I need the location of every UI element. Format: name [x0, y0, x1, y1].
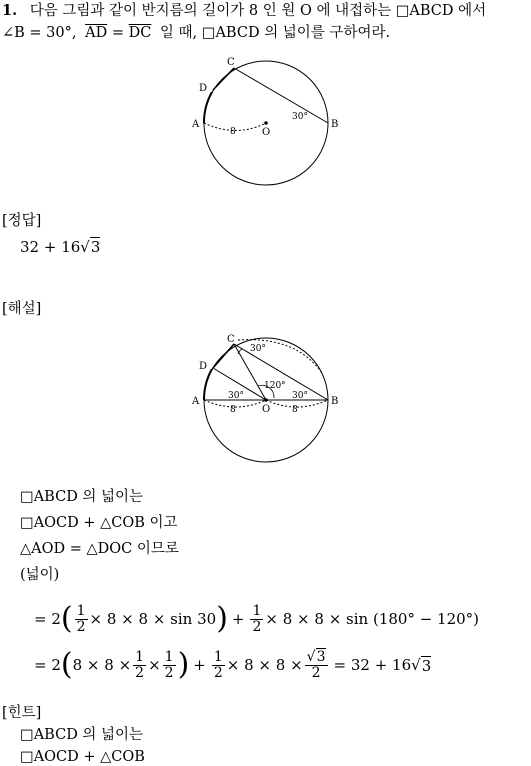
label-a: A — [192, 119, 200, 130]
center-dot-2 — [264, 398, 268, 402]
equation-1: = 2 ( $\frac{1}{2}$ × 8 × 8 × sin 30 ) + $\frac{1}{2}$ × 8 × 8 × sin (180° − 120°) — [34, 601, 480, 636]
arc-ad-emphasis-2 — [204, 369, 212, 400]
label-radius-left: 8 — [230, 405, 236, 415]
hint-heading: [힌트] — [2, 705, 42, 721]
eq2-inner: 8 × 8 × — [72, 656, 132, 674]
eq1-frac-1: $\frac{1}{2}$ — [76, 602, 86, 635]
label-angle-center: 120° — [264, 381, 286, 391]
label-radius: 8 — [230, 127, 236, 137]
equation-2: = 2 ( 8 × 8 × $\frac{1}{2}$ × $\frac{1}{2}$ ) + $\frac{1}{2}$ × 8 × 8 × $\frac{√3}{2}$ = 32 + 16 √ 3 — [34, 647, 432, 682]
segment-dc-line-2 — [213, 344, 234, 368]
eq2-result: = 32 + 16 — [333, 656, 412, 674]
hint-line-2: □AOCD + △COB — [20, 749, 145, 765]
figure-problem — [186, 54, 346, 189]
angle-b-condition: ∠B = 30°, — [2, 25, 77, 41]
problem-line-1 — [2, 2, 486, 20]
segment-dc-line — [213, 68, 234, 90]
solution-line-1: □ABCD 의 넓이는 — [20, 489, 144, 505]
figure-solution — [186, 328, 346, 468]
problem-text-1: 다음 그림과 같이 반지름의 길이가 8 인 원 O 에 내접하는 □ABCD 에서 — [29, 3, 487, 19]
answer-value: 32 + 16√3 — [20, 238, 101, 256]
label-angle-b: 30° — [292, 112, 308, 122]
problem-number: 1. — [2, 2, 18, 19]
answer-heading: [정답] — [2, 213, 42, 229]
eq1-plus: + — [231, 610, 245, 628]
label-c: C — [227, 57, 235, 68]
arc-ad-emphasis — [204, 92, 212, 123]
eq2-mid: × 8 × 8 × — [226, 656, 303, 674]
eq2-times: × — [148, 656, 161, 674]
eq2-frac-1: $\frac{1}{2}$ — [135, 648, 145, 681]
label-a-2: A — [192, 396, 200, 407]
problem-text-2: 일 때, □ABCD 의 넓이를 구하여라. — [159, 25, 391, 41]
label-c-2: C — [227, 334, 235, 345]
label-o: O — [262, 127, 271, 138]
eq2-start: = 2 — [34, 656, 61, 674]
label-radius-right: 8 — [292, 405, 298, 415]
eq2-frac-4: $\frac{√3}{2}$ — [306, 648, 326, 681]
solution-heading: [해설] — [2, 301, 42, 317]
segment-dc: $\overline{DC}$ — [128, 25, 152, 41]
solution-line-4: (넓이) — [20, 567, 60, 583]
label-b-2: B — [331, 396, 339, 407]
label-o-2: O — [262, 404, 271, 415]
equals-sign: = — [111, 25, 124, 41]
label-d: D — [199, 83, 208, 94]
solution-line-2: □AOCD + △COB 이고 — [20, 515, 178, 531]
label-b: B — [331, 119, 339, 130]
center-dot — [264, 121, 268, 125]
eq2-result-sqrt: 3 — [421, 656, 432, 675]
eq1-start: = 2 — [34, 610, 61, 628]
eq1-mid: × 8 × 8 × sin 30 — [89, 610, 217, 628]
label-angle-c: 30° — [250, 344, 266, 354]
hint-line-1: □ABCD 의 넓이는 — [20, 727, 144, 743]
segment-cb-line-2 — [234, 344, 328, 400]
label-angle-right: 30° — [292, 391, 308, 401]
label-d-2: D — [199, 361, 208, 372]
solution-line-3: △AOD = △DOC 이므로 — [20, 541, 179, 557]
answer-prefix: 32 + 16 — [20, 238, 81, 256]
eq2-plus: + — [193, 656, 206, 674]
problem-line-2 — [2, 24, 390, 42]
eq1-frac-2: $\frac{1}{2}$ — [252, 602, 262, 635]
eq1-end: × 8 × 8 × sin (180° − 120°) — [265, 610, 480, 628]
eq2-frac-2: $\frac{1}{2}$ — [164, 648, 174, 681]
eq2-frac-3: $\frac{1}{2}$ — [213, 648, 223, 681]
label-angle-left: 30° — [228, 391, 244, 401]
segment-ad: $\overline{AD}$ — [85, 25, 108, 41]
answer-sqrt: 3 — [90, 238, 101, 256]
segment-cb-line — [234, 68, 328, 123]
